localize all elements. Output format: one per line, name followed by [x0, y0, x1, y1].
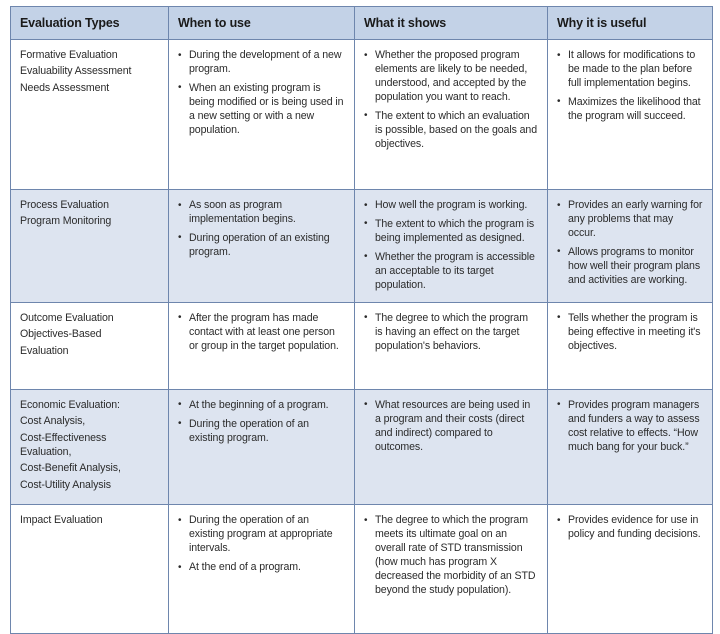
- list-item: • During operation of an existing program.: [178, 232, 345, 260]
- what-it-shows-list: [364, 514, 538, 598]
- list-item: • After the program has made contact with at least one person or group in the target population.: [178, 312, 345, 354]
- column-header-when-to-use: When to use: [169, 7, 355, 40]
- evaluation-types-list: [20, 199, 159, 229]
- cell-when-to-use: [169, 389, 355, 504]
- list-item: • At the end of a program.: [178, 561, 345, 575]
- list-item: Program Monitoring: [20, 215, 112, 228]
- list-item: Impact Evaluation: [20, 514, 103, 527]
- list-item: • When an existing program is being modified or is being used in a new setting or with a new population.: [178, 82, 345, 138]
- cell-evaluation-types: [11, 40, 169, 190]
- list-item: • During the operation of an existing program.: [178, 418, 345, 446]
- list-item: Needs Assessment: [20, 81, 110, 94]
- cell-when-to-use: [169, 505, 355, 634]
- cell-evaluation-types: [11, 505, 169, 634]
- list-item: • How well the program is working.: [364, 199, 538, 213]
- why-it-is-useful-list: [557, 399, 703, 455]
- what-it-shows-list: [364, 312, 538, 354]
- cell-evaluation-types: [11, 389, 169, 504]
- what-it-shows-list: [364, 199, 538, 293]
- cell-what-it-shows: [355, 190, 548, 303]
- why-it-is-useful-list: [557, 199, 703, 288]
- list-item: • During the operation of an existing program at appropriate intervals.: [178, 514, 345, 556]
- list-item: • The degree to which the program meets its ultimate goal on an overall rate of STD transmission (how much has program X decreased the morbidity of an STD beyond the study population).: [364, 514, 538, 598]
- list-item: Objectives-Based: [20, 328, 102, 341]
- when-to-use-list: [178, 514, 345, 575]
- list-item: • Whether the proposed program elements are likely to be needed, understood, and accepted by the population you want to reach.: [364, 49, 538, 105]
- when-to-use-list: [178, 399, 345, 446]
- cell-when-to-use: [169, 302, 355, 389]
- column-header-evaluation-types: Evaluation Types: [11, 7, 169, 40]
- cell-evaluation-types: [11, 190, 169, 303]
- evaluation-types-list: [20, 49, 159, 96]
- list-item: • At the beginning of a program.: [178, 399, 345, 413]
- cell-what-it-shows: [355, 302, 548, 389]
- list-item: • During the development of a new program.: [178, 49, 345, 77]
- column-header-why-it-is-useful: Why it is useful: [548, 7, 713, 40]
- list-item: Cost-Utility Analysis: [20, 478, 111, 491]
- what-it-shows-list: [364, 399, 538, 455]
- cell-when-to-use: [169, 40, 355, 190]
- cell-evaluation-types: [11, 302, 169, 389]
- table-row: [11, 505, 713, 634]
- table-row: [11, 302, 713, 389]
- list-item: • Allows programs to monitor how well their program plans and activities are working.: [557, 246, 703, 288]
- evaluation-types-list: [20, 312, 159, 359]
- when-to-use-list: [178, 312, 345, 354]
- list-item: • Provides program managers and funders a way to assess cost relative to effects. “How much bang for your buck.”: [557, 399, 703, 455]
- cell-why-it-is-useful: [548, 40, 713, 190]
- when-to-use-list: [178, 199, 345, 260]
- list-item: • Maximizes the likelihood that the program will succeed.: [557, 96, 703, 124]
- evaluation-types-list: [20, 399, 159, 493]
- cell-why-it-is-useful: [548, 302, 713, 389]
- evaluation-types-list: [20, 514, 159, 528]
- column-header-what-it-shows: What it shows: [355, 7, 548, 40]
- list-item: Cost Analysis,: [20, 415, 86, 428]
- list-item: • Provides an early warning for any problems that may occur.: [557, 199, 703, 241]
- table-body: [11, 40, 713, 634]
- what-it-shows-list: [364, 49, 538, 152]
- table-header: [11, 7, 713, 40]
- list-item: Evaluability Assessment: [20, 65, 132, 78]
- list-item: Cost-Effectiveness Evaluation,: [20, 431, 107, 458]
- why-it-is-useful-list: [557, 514, 703, 542]
- list-item: • Whether the program is accessible an acceptable to its target population.: [364, 251, 538, 293]
- list-item: • The extent to which the program is being implemented as designed.: [364, 218, 538, 246]
- table-row: [11, 389, 713, 504]
- list-item: Formative Evaluation: [20, 49, 118, 61]
- cell-why-it-is-useful: [548, 505, 713, 634]
- why-it-is-useful-list: [557, 49, 703, 124]
- when-to-use-list: [178, 49, 345, 138]
- list-item: Evaluation: [20, 344, 69, 357]
- list-item: • Tells whether the program is being effective in meeting it's objectives.: [557, 312, 703, 354]
- list-item: • The degree to which the program is having an effect on the target population's behaviors.: [364, 312, 538, 354]
- cell-what-it-shows: [355, 40, 548, 190]
- cell-why-it-is-useful: [548, 190, 713, 303]
- cell-why-it-is-useful: [548, 389, 713, 504]
- list-item: Economic Evaluation:: [20, 398, 120, 411]
- table-header-row: [11, 7, 713, 40]
- why-it-is-useful-list: [557, 312, 703, 354]
- list-item: • Provides evidence for use in policy and funding decisions.: [557, 514, 703, 542]
- cell-what-it-shows: [355, 505, 548, 634]
- list-item: • As soon as program implementation begins.: [178, 199, 345, 227]
- cell-when-to-use: [169, 190, 355, 303]
- list-item: Process Evaluation: [20, 199, 109, 211]
- cell-what-it-shows: [355, 389, 548, 504]
- table-row: [11, 190, 713, 303]
- list-item: Cost-Benefit Analysis,: [20, 462, 121, 475]
- list-item: • What resources are being used in a program and their costs (direct and indirect) compared to outcomes.: [364, 399, 538, 455]
- table-row: [11, 40, 713, 190]
- list-item: • The extent to which an evaluation is possible, based on the goals and objectives.: [364, 110, 538, 152]
- list-item: • It allows for modifications to be made to the plan before full implementation begins.: [557, 49, 703, 91]
- evaluation-types-table: [10, 6, 713, 634]
- list-item: Outcome Evaluation: [20, 311, 114, 324]
